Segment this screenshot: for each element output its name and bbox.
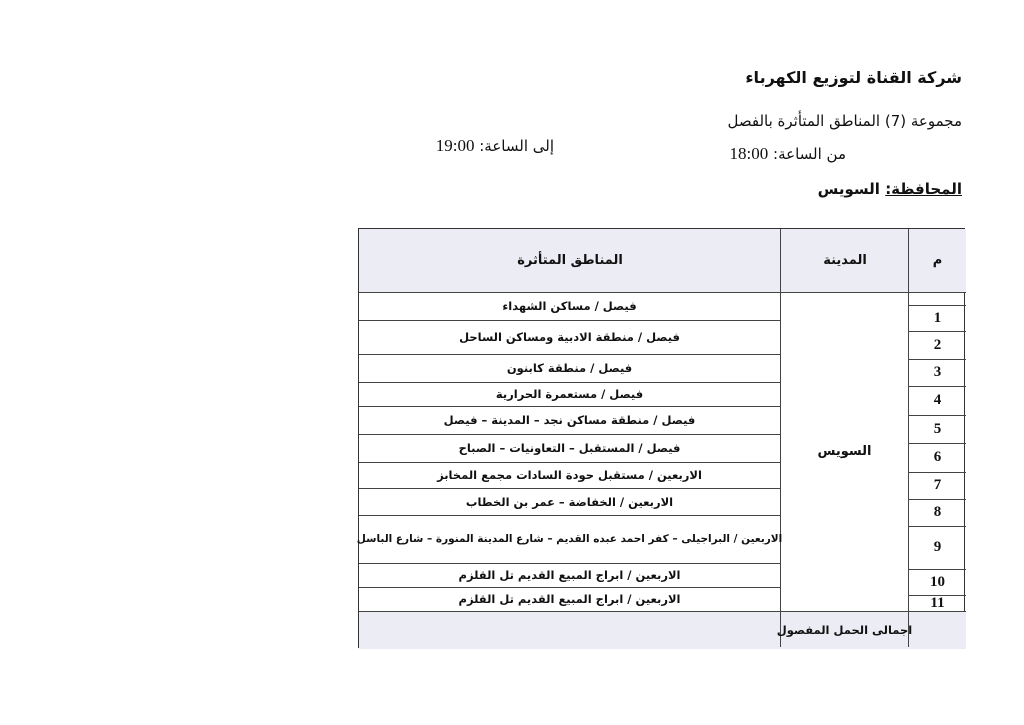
area-cell: فيصل / مستعمرة الحرارية xyxy=(495,387,644,401)
to-time xyxy=(436,136,554,156)
area-cell: فيصل / منطقة مساكن نجد – المدينة – فيصل xyxy=(443,413,696,427)
area-cell: الاربعين / الخفاضة – عمر بن الخطاب xyxy=(465,494,674,509)
area-cell: الاربعين / مستقبل حودة السادات مجمع المخابز xyxy=(437,468,702,482)
area-cell: فيصل / منطقة كابنون xyxy=(506,361,633,375)
row-index: 6 xyxy=(933,449,942,465)
to-time-value: 19:00 xyxy=(435,136,475,155)
from-time xyxy=(730,144,846,164)
area-cell: فيصل / منطقة الادبية ومساكن الساحل xyxy=(459,330,680,344)
row-index: 9 xyxy=(933,539,942,555)
city-cell: السويس xyxy=(817,444,872,459)
from-time-label: من الساعة: xyxy=(773,145,846,163)
row-index: 3 xyxy=(933,364,942,380)
company-name: شركة القناة لتوزيع الكهرباء xyxy=(745,68,962,87)
row-index: 1 xyxy=(933,309,942,326)
affected-areas-table xyxy=(358,228,965,648)
column-header-city: المدينة xyxy=(781,229,909,292)
row-index: 8 xyxy=(933,504,942,520)
to-time-label: إلى الساعة: xyxy=(479,137,554,155)
row-index: 7 xyxy=(933,477,942,493)
column-header-areas: المناطق المتأثرة xyxy=(359,229,781,292)
governorate-label: المحافظة: xyxy=(885,180,962,198)
row-index: 11 xyxy=(930,594,945,611)
row-index: 5 xyxy=(933,420,942,437)
row-index: 4 xyxy=(933,392,942,408)
governorate-value: السويس xyxy=(817,180,880,198)
area-cell: الاربعين / ابراج المبيع القديم تل القلزم xyxy=(458,592,681,606)
governorate xyxy=(818,180,962,198)
row-index: 2 xyxy=(933,336,942,353)
from-time-value: 18:00 xyxy=(729,144,769,163)
area-cell: الاربعين / ابراج المبيع القديم تل القلزم xyxy=(458,568,681,582)
area-cell: فيصل / مساكن الشهداء xyxy=(502,299,637,313)
group-title: مجموعة (7) المناطق المتأثرة بالفصل xyxy=(727,112,962,130)
row-index: 10 xyxy=(930,573,945,590)
column-header-index: م xyxy=(909,229,966,292)
total-load-label: اجمالى الحمل المفصول xyxy=(776,623,913,637)
area-cell: فيصل / المستقبل – التعاونيات – الصباح xyxy=(458,441,681,455)
area-cell: الاربعين / البراجيلى – كفر احمد عبده القديم – شارع المدينة المنورة – شارع الباسل xyxy=(356,533,783,545)
